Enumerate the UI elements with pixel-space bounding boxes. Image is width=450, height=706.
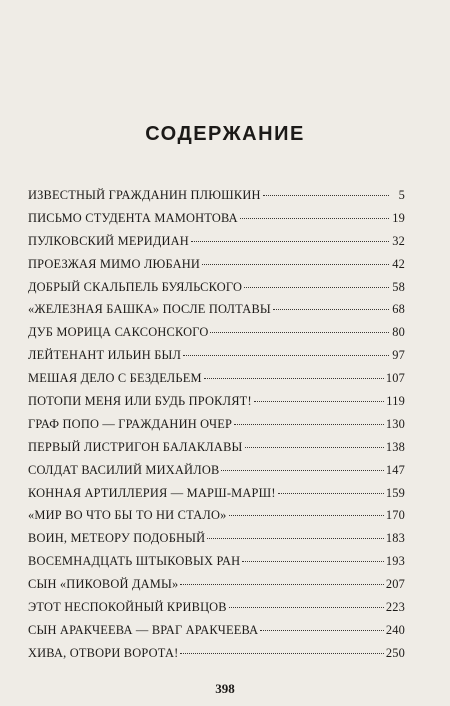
toc-entry bbox=[28, 623, 405, 646]
toc-entry-title: ПОТОПИ МЕНЯ ИЛИ БУДЬ ПРОКЛЯТ! bbox=[28, 394, 252, 409]
toc-entry-title: ЛЕЙТЕНАНТ ИЛЬИН БЫЛ bbox=[28, 348, 182, 363]
toc-entry-page: 42 bbox=[392, 256, 405, 271]
toc-entry bbox=[28, 302, 405, 325]
toc-entry-page: 147 bbox=[385, 462, 405, 477]
dot-leader bbox=[278, 493, 384, 494]
toc-entry-title: КОННАЯ АРТИЛЛЕРИЯ — МАРШ-МАРШ! bbox=[28, 485, 276, 500]
toc-entry-title: ВОСЕМНАДЦАТЬ ШТЫКОВЫХ РАН bbox=[28, 554, 241, 569]
toc-entry bbox=[28, 371, 405, 394]
toc-entry-page: 32 bbox=[392, 233, 405, 248]
toc-entry-page: 107 bbox=[385, 371, 405, 386]
toc-entry bbox=[28, 577, 405, 600]
toc-entry-title: ИЗВЕСТНЫЙ ГРАЖДАНИН ПЛЮШКИН bbox=[28, 188, 261, 202]
toc-entry-page: 193 bbox=[385, 554, 405, 569]
dot-leader bbox=[229, 607, 384, 608]
toc-entry-title: ЭТОТ НЕСПОКОЙНЫЙ КРИВЦОВ bbox=[28, 600, 227, 615]
toc-entry bbox=[28, 280, 405, 303]
toc-entry-title: ДОБРЫЙ СКАЛЬПЕЛЬ БУЯЛЬСКОГО bbox=[28, 279, 243, 294]
toc-entry bbox=[28, 394, 405, 417]
toc-entry-title: ПЕРВЫЙ ЛИСТРИГОН БАЛАКЛАВЫ bbox=[28, 439, 243, 454]
dot-leader bbox=[204, 378, 384, 379]
dot-leader bbox=[183, 355, 389, 356]
toc-entry-page: 240 bbox=[385, 622, 405, 637]
toc-entry-page: 170 bbox=[385, 508, 405, 523]
dot-leader bbox=[221, 470, 383, 471]
toc-entry-page: 68 bbox=[392, 302, 405, 317]
toc-entry-page: 80 bbox=[392, 325, 405, 340]
page-number: 398 bbox=[215, 681, 235, 696]
toc-entry-title: ДУБ МОРИЦА САКСОНСКОГО bbox=[28, 325, 209, 340]
toc-entry-title: ПИСЬМО СТУДЕНТА МАМОНТОВА bbox=[28, 210, 238, 225]
dot-leader bbox=[244, 287, 389, 288]
dot-leader bbox=[273, 309, 389, 310]
toc-entry bbox=[28, 600, 405, 623]
dot-leader bbox=[191, 241, 389, 242]
dot-leader bbox=[229, 515, 384, 516]
toc-entry-page: 119 bbox=[386, 394, 405, 409]
toc-entry-title: ХИВА, ОТВОРИ ВОРОТА! bbox=[28, 645, 179, 660]
toc-entry-page: 183 bbox=[385, 531, 405, 546]
toc-entry bbox=[28, 531, 405, 554]
toc-entry-page: 159 bbox=[385, 485, 405, 500]
dot-leader bbox=[180, 584, 383, 585]
toc-entry-page: 207 bbox=[385, 577, 405, 592]
toc-entry bbox=[28, 554, 405, 577]
toc-entry bbox=[28, 257, 405, 280]
toc-entry bbox=[28, 646, 405, 669]
toc-entry-page: 138 bbox=[385, 439, 405, 454]
dot-leader bbox=[202, 264, 389, 265]
dot-leader bbox=[245, 447, 384, 448]
toc-entry-title: ГРАФ ПОПО — ГРАЖДАНИН ОЧЕР bbox=[28, 416, 233, 431]
toc-entry bbox=[28, 348, 405, 371]
toc-entry bbox=[28, 508, 405, 531]
toc-entry bbox=[28, 234, 405, 257]
dot-leader bbox=[240, 218, 389, 219]
toc-entry bbox=[28, 417, 405, 440]
toc-entry bbox=[28, 440, 405, 463]
toc-entry-title: ПРОЕЗЖАЯ МИМО ЛЮБАНИ bbox=[28, 256, 201, 271]
toc-entry bbox=[28, 211, 405, 234]
toc-entry-title: МЕШАЯ ДЕЛО С БЕЗДЕЛЬЕМ bbox=[28, 371, 202, 386]
dot-leader bbox=[260, 630, 383, 631]
dot-leader bbox=[210, 332, 389, 333]
toc-entry-page: 58 bbox=[392, 279, 405, 294]
toc-entry-page: 130 bbox=[385, 416, 405, 431]
toc-entry-title: «МИР ВО ЧТО БЫ ТО НИ СТАЛО» bbox=[28, 508, 227, 523]
toc-entry-page: 19 bbox=[392, 210, 405, 225]
toc-entry-title: СЫН АРАКЧЕЕВА — ВРАГ АРАКЧЕЕВА bbox=[28, 622, 259, 637]
page-title: СОДЕРЖАНИЕ bbox=[145, 123, 305, 145]
toc-entry bbox=[28, 325, 405, 348]
toc-entry-title: СЫН «ПИКОВОЙ ДАМЫ» bbox=[28, 577, 179, 592]
toc-entry-page: 97 bbox=[392, 348, 405, 363]
dot-leader bbox=[207, 538, 383, 539]
toc-entry-title: «ЖЕЛЕЗНАЯ БАШКА» ПОСЛЕ ПОЛТАВЫ bbox=[28, 302, 271, 317]
toc-entry bbox=[28, 486, 405, 509]
toc-entry bbox=[28, 463, 405, 486]
toc-entry bbox=[28, 188, 405, 211]
dot-leader bbox=[180, 653, 383, 654]
dot-leader bbox=[263, 195, 389, 196]
toc-entry-page: 250 bbox=[385, 645, 405, 660]
dot-leader bbox=[242, 561, 384, 562]
toc-entry-page: 5 bbox=[398, 188, 405, 202]
toc-entry-title: СОЛДАТ ВАСИЛИЙ МИХАЙЛОВ bbox=[28, 462, 220, 477]
toc-entry-title: ВОИН, МЕТЕОРУ ПОДОБНЫЙ bbox=[28, 531, 206, 546]
toc-entry-page: 223 bbox=[385, 600, 405, 615]
table-of-contents bbox=[28, 188, 405, 669]
toc-entry-title: ПУЛКОВСКИЙ МЕРИДИАН bbox=[28, 233, 189, 248]
dot-leader bbox=[234, 424, 384, 425]
dot-leader bbox=[254, 401, 384, 402]
